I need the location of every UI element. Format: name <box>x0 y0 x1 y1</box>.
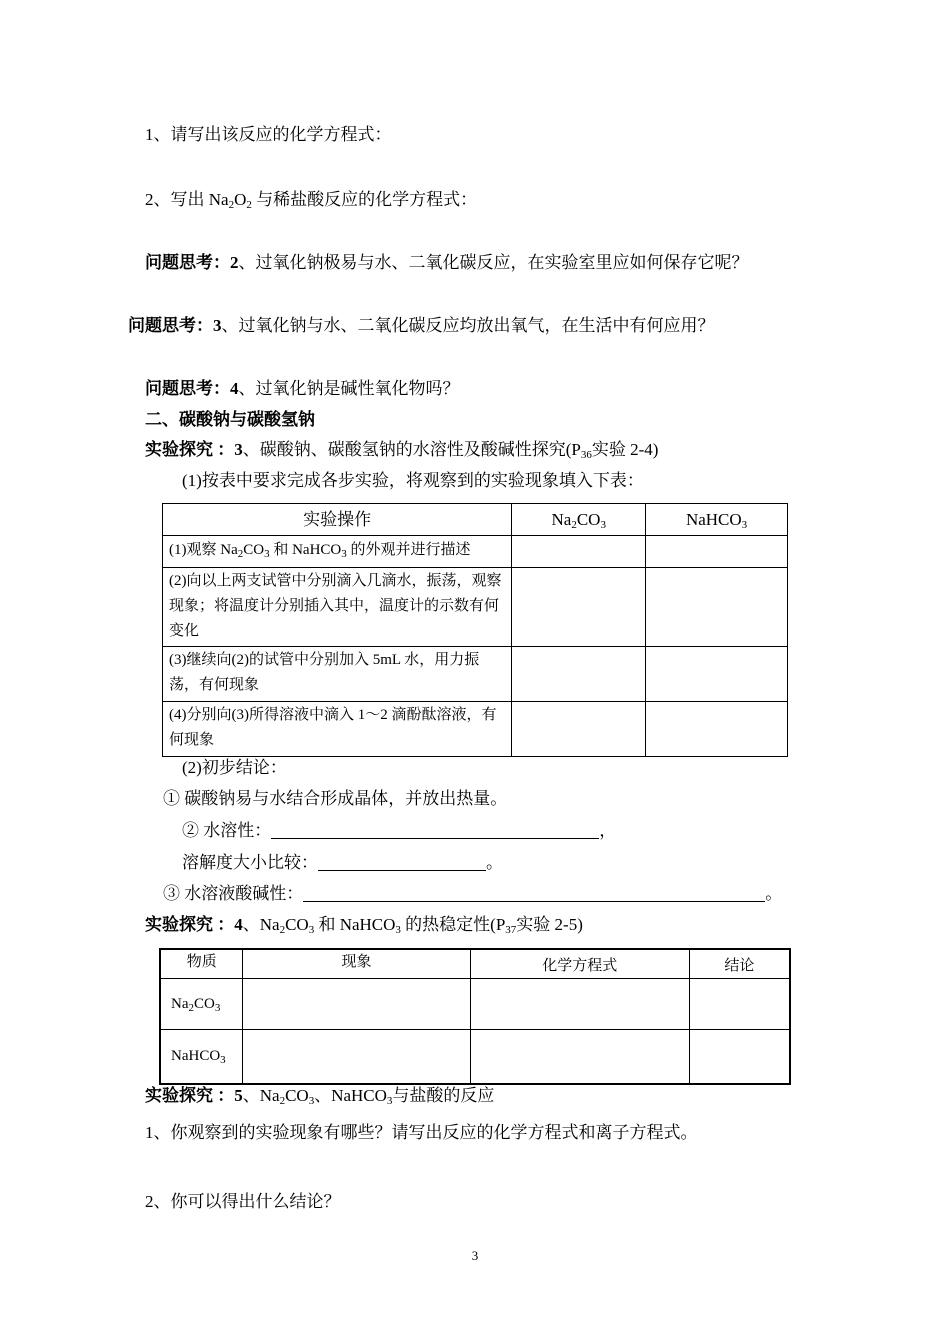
experiment-4-title: 实验探究 ：4、$Na_2CO_3$ 和 NaHCO$_3$ 的热稳定性($P_{37}$实验 2-5) <box>145 915 583 936</box>
answer-cell[interactable] <box>646 536 788 568</box>
conclusion-3: ③ 水溶液酸碱性： 。 <box>163 884 783 903</box>
answer-cell[interactable] <box>470 979 689 1030</box>
experiment-5-question-2: 2、你可以得出什么结论？ <box>145 1192 341 1211</box>
experiment-3-title: 实验探究 ：3、碳酸钠、碳酸氢钠的水溶性及酸碱性探究($P_{36}$实验 2-4) <box>145 440 659 461</box>
answer-cell[interactable] <box>689 979 790 1030</box>
conclusion-1: ① 碳酸钠易与水结合形成晶体，并放出热量。 <box>163 789 508 808</box>
operation-cell: (1)观察 $Na_2CO_3$ 和 NaHCO$_3$ 的外观并进行描述 <box>163 536 512 568</box>
column-header-operation: 实验操作 <box>163 504 512 536</box>
experiment-4-table <box>159 948 791 1085</box>
answer-blank[interactable] <box>318 853 486 871</box>
answer-cell[interactable] <box>512 647 646 702</box>
column-header-nahco3: NaHCO$_3$ <box>646 504 788 536</box>
experiment-5-question-1: 1、你观察到的实验现象有哪些？请写出反应的化学方程式和离子方程式。 <box>145 1123 698 1142</box>
answer-blank[interactable] <box>271 821 599 839</box>
answer-cell[interactable] <box>243 979 470 1030</box>
column-header-na2co3: $Na_2CO_3$ <box>512 504 646 536</box>
table-row <box>160 979 790 1030</box>
section-heading: 二、碳酸钠与碳酸氢钠 <box>145 410 315 429</box>
question-2: 2、写出 $Na_2O_2$ 与稀盐酸反应的化学方程式： <box>145 190 478 211</box>
substance-cell: $Na_2CO_3$ <box>160 979 243 1030</box>
answer-cell[interactable] <box>470 1030 689 1084</box>
question-1: 1、请写出该反应的化学方程式： <box>145 125 392 144</box>
think-question-2: 问题思考：2、过氧化钠极易与水、二氧化碳反应，在实验室里应如何保存它呢？ <box>145 253 749 272</box>
conclusion-2: ② 水溶性： ， <box>182 821 617 840</box>
experiment-5-title: 实验探究 ：5、$Na_2CO_3$、NaHCO$_3$与盐酸的反应 <box>145 1086 495 1107</box>
think-question-3: 问题思考：3、过氧化钠与水、二氧化碳反应均放出氧气，在生活中有何应用？ <box>128 316 715 335</box>
answer-cell[interactable] <box>512 568 646 647</box>
page-number: 3 <box>471 1248 479 1263</box>
answer-cell[interactable] <box>243 1030 470 1084</box>
column-header-conclusion: 结论 <box>689 949 790 979</box>
experiment-3-instruction: (1)按表中要求完成各步实验，将观察到的实验现象填入下表： <box>182 471 644 490</box>
table-row <box>163 647 788 702</box>
table-row <box>163 702 788 757</box>
table-row <box>163 536 788 568</box>
column-header-equation: 化学方程式 <box>470 949 689 979</box>
answer-cell[interactable] <box>646 647 788 702</box>
answer-cell[interactable] <box>512 536 646 568</box>
answer-blank[interactable] <box>303 884 765 902</box>
table-row <box>163 568 788 647</box>
answer-cell[interactable] <box>646 702 788 757</box>
experiment-3-table <box>162 503 788 757</box>
substance-cell: NaHCO$_3$ <box>160 1030 243 1084</box>
operation-cell: (4)分别向(3)所得溶液中滴入 1～2 滴酚酞溶液，有何现象 <box>163 702 512 757</box>
answer-cell[interactable] <box>512 702 646 757</box>
answer-cell[interactable] <box>689 1030 790 1084</box>
operation-cell: (2)向以上两支试管中分别滴入几滴水，振荡，观察现象；将温度计分别插入其中，温度计的示数有何变化 <box>163 568 512 647</box>
answer-cell[interactable] <box>646 568 788 647</box>
operation-cell: (3)继续向(2)的试管中分别加入 5mL 水，用力振荡，有何现象 <box>163 647 512 702</box>
conclusion-2b: 溶解度大小比较： 。 <box>182 853 503 872</box>
column-header-phenomenon: 现象 <box>243 949 470 979</box>
conclusion-title: (2)初步结论： <box>182 758 287 777</box>
think-question-4: 问题思考：4、过氧化钠是碱性氧化物吗？ <box>145 379 460 398</box>
column-header-substance: 物质 <box>160 949 243 979</box>
table-row <box>160 1030 790 1084</box>
